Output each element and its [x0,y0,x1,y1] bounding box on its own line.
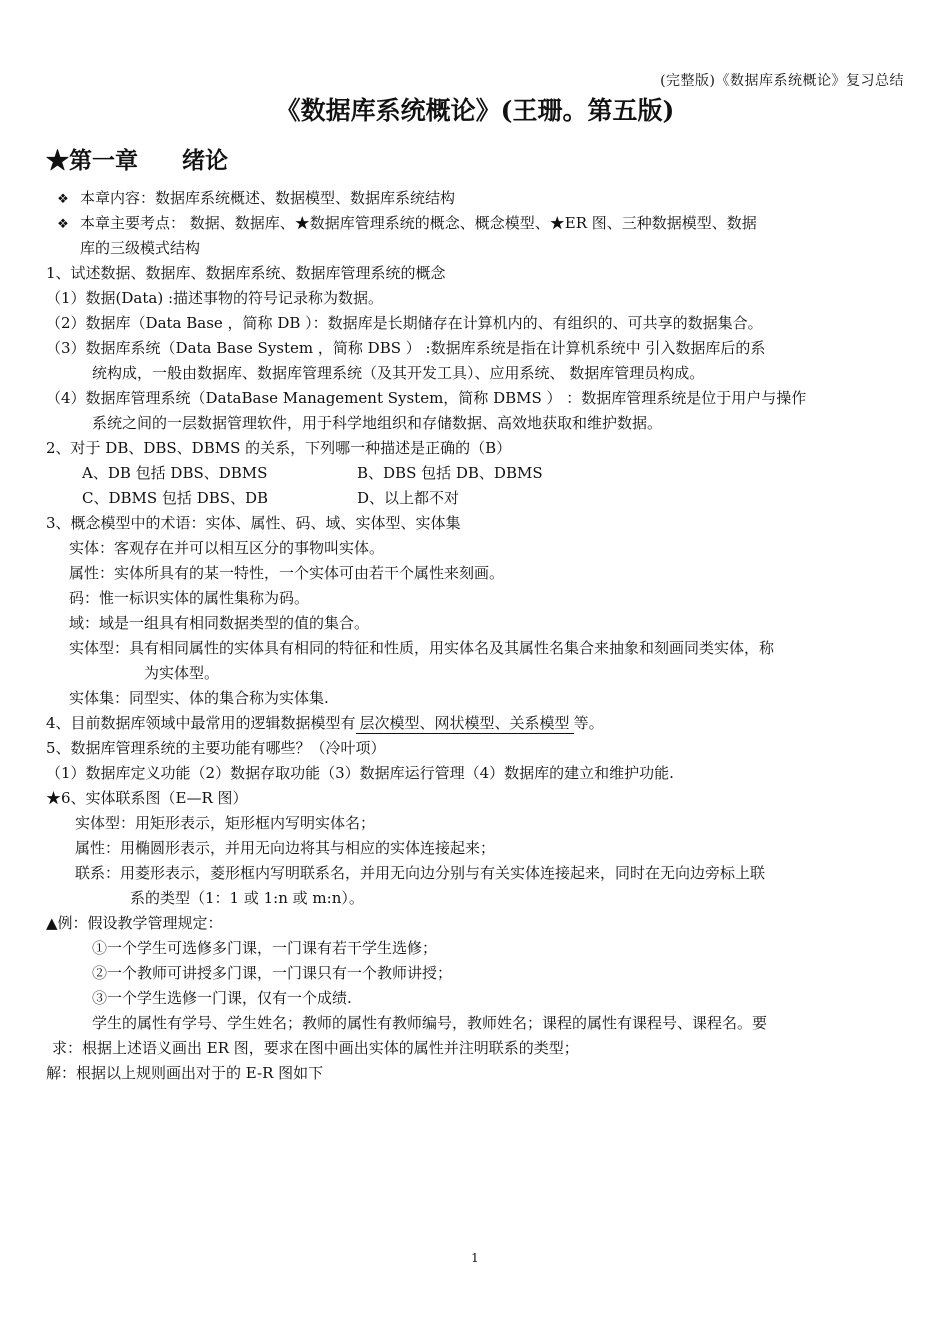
option-c: C、DBMS 包括 DBS、DB [82,489,269,507]
chapter-heading [46,142,228,175]
document-title: 《数据库系统概论》(王珊。第五版) [275,96,675,125]
solution-line: 解：根据以上规则画出对于的 E-R 图如下 [46,1064,324,1082]
page-number: 1 [471,1251,479,1265]
chapter-subtitle: 绪论 [182,147,228,174]
er-relationship-cont: 系的类型（1：1 或 1:n 或 m:n）。 [130,889,364,907]
running-header: (完整版)《数据库系统概论》复习总结 [660,73,904,89]
term-domain: 域：域是一组具有相同数据类型的值的集合。 [69,614,370,632]
question-6: ★6、实体联系图（E—R 图） [46,789,248,807]
diamond-bullet-icon: ❖ [57,192,69,207]
question-5-answer: （1）数据库定义功能（2）数据存取功能（3）数据库运行管理（4）数据库的建立和维护功能. [46,764,674,782]
option-b: B、DBS 包括 DB、DBMS [357,464,543,482]
question-5: 5、数据库管理系统的主要功能有哪些？（冷叶项） [46,739,386,757]
er-relationship: 联系：用菱形表示，菱形框内写明联系名，并用无向边分别与有关实体连接起来，同时在无向边旁标上联 [75,864,766,882]
question-1-item-3-cont: 统构成，一般由数据库、数据库管理系统（及其开发工具）、应用系统、 数据库管理员构成。 [92,364,705,382]
example-rule-3: ③一个学生选修一门课，仅有一个成绩. [92,989,352,1007]
term-key: 码：惟一标识实体的属性集称为码。 [69,589,310,607]
question-1-item-3: （3）数据库系统（Data Base System ，简称 DBS ） :数据库系统是指在计算机系统中 引入数据库后的系 [46,339,766,357]
bullet-key-points-cont: 库的三级模式结构 [80,239,201,257]
example-attributes-cont: 求：根据上述语义画出 ER 图，要求在图中画出实体的属性并注明联系的类型； [52,1039,579,1057]
option-a: A、DB 包括 DBS、DBMS [82,464,268,482]
term-entity-type-cont: 为实体型。 [144,664,220,682]
bullet-key-points: ❖ 本章主要考点： 数据、数据库、★数据库管理系统的概念、概念模型、★ER 图、三种数据模型、数据 [46,211,906,237]
example-rule-1: ①一个学生可选修多门课，一门课有若干学生选修； [92,939,438,957]
chapter-number: ★第一章 [46,147,138,174]
term-entity-type: 实体型：具有相同属性的实体具有相同的特征和性质，用实体名及其属性名集合来抽象和刻画同类实体，称 [69,639,775,657]
question-3: 3、概念模型中的术语：实体、属性、码、域、实体型、实体集 [46,514,461,532]
question-2: 2、对于 DB、DBS、DBMS 的关系，下列哪一种描述是正确的（B） [46,439,512,457]
example-heading: ▲例：假设教学管理规定： [46,914,223,932]
term-attribute: 属性：实体所具有的某一特性，一个实体可由若干个属性来刻画。 [69,564,505,582]
example-rule-2: ②一个教师可讲授多门课，一门课只有一个教师讲授； [92,964,453,982]
question-1-item-4: （4）数据库管理系统（DataBase Management System，简称 DBMS ） ：数据库管理系统是位于用户与操作 [46,389,807,407]
answer-underline: 层次模型、网状模型、关系模型 [356,714,574,734]
diamond-bullet-icon: ❖ [57,217,69,232]
term-entity: 实体：客观存在并可以相互区分的事物叫实体。 [69,539,385,557]
question-1-item-2: （2）数据库（Data Base ，简称 DB ）：数据库是长期储存在计算机内的、有组织的、可共享的数据集合。 [46,314,763,332]
question-4: 4、目前数据库领域中最常用的逻辑数据模型有 层次模型、网状模型、关系模型 等。 [46,714,604,732]
option-d: D、以上都不对 [357,489,460,507]
question-1-item-1: （1）数据(Data) :描述事物的符号记录称为数据。 [46,289,384,307]
er-entity-type: 实体型：用矩形表示，矩形框内写明实体名； [75,814,376,832]
term-entity-set: 实体集：同型实、体的集合称为实体集. [69,689,329,707]
bullet-chapter-content: ❖ 本章内容：数据库系统概述、数据模型、数据库系统结构 [46,186,906,212]
question-1: 1、试述数据、数据库、数据库系统、数据库管理系统的概念 [46,264,446,282]
er-attribute: 属性：用椭圆形表示，并用无向边将其与相应的实体连接起来； [75,839,496,857]
example-attributes: 学生的属性有学号、学生姓名；教师的属性有教师编号，教师姓名；课程的属性有课程号、课程名。要 [92,1014,768,1032]
question-1-item-4-cont: 系统之间的一层数据管理软件，用于科学地组织和存储数据、高效地获取和维护数据。 [92,414,663,432]
